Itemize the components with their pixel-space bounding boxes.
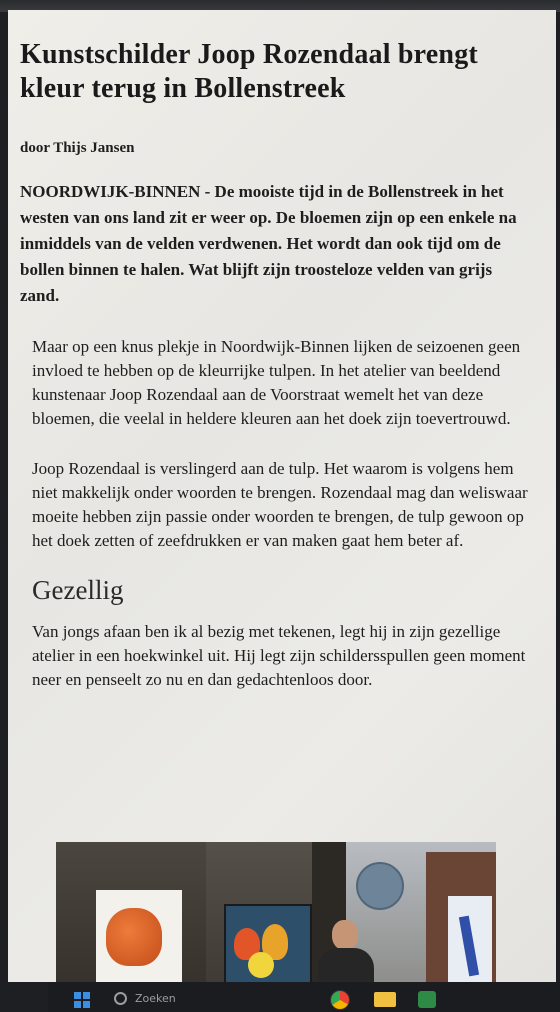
artist-figure (318, 920, 374, 982)
tulip-painting-orange (96, 890, 182, 982)
app-icon[interactable] (418, 991, 436, 1008)
windows-start-icon[interactable] (74, 992, 90, 1008)
article-subheading: Gezellig (32, 575, 124, 605)
article-paragraph-1: Maar op een knus plekje in Noordwijk-Binnen lijken de seizoenen geen invloed te hebben op de kleurrijke tulpen. In het atelier van beeldend kunstenaar Joop Rozendaal aan de Voorstraat wemelt het van deze bloemen, die veelal in heldere kleuren aan het doek zijn toevertrouwd. (32, 337, 521, 428)
windows-taskbar (48, 982, 560, 1012)
article-title: Kunstschilder Joop Rozendaal brengt kleur terug in Bollenstreek (20, 39, 478, 104)
browser-viewport (8, 10, 556, 982)
article-photo (56, 842, 496, 982)
article-paragraph-3: Van jongs afaan ben ik al bezig met tekenen, legt hij in zijn gezellige atelier in een hoekwinkel uit. Hij legt zijn schildersspullen geen moment neer en penseelt zo nu en dan gedachtenloos door. (32, 622, 526, 689)
street-sign (356, 862, 404, 910)
article-byline: door Thijs Jansen (20, 140, 135, 156)
blue-painting (448, 896, 492, 982)
taskbar-search[interactable] (114, 988, 264, 1008)
tulip-painting-multicolor (224, 904, 312, 982)
chrome-icon[interactable] (330, 990, 350, 1010)
file-explorer-icon[interactable] (374, 992, 396, 1007)
article (20, 38, 530, 692)
search-icon (114, 992, 127, 1005)
article-paragraph-2: Joop Rozendaal is verslingerd aan de tulp. Het waarom is volgens hem niet makkelijk onder woorden te brengen. Rozendaal mag dan weliswaar moeite hebben zijn passie onder woorden te brengen, de tulp gewoon op het doek zetten of zeefdrukken er van maken gaat hem beter af. (32, 459, 528, 550)
article-lead: NOORDWIJK-BINNEN - De mooiste tijd in de Bollenstreek in het westen van ons land zit er weer op. De bloemen zijn op een enkele na inmiddels van de velden verdwenen. Het wordt dan ook tijd om de bollen binnen te halen. Wat blijft zijn troosteloze velden van grijs zand. (20, 182, 517, 305)
taskbar-search-label: Zoeken (135, 991, 176, 1005)
